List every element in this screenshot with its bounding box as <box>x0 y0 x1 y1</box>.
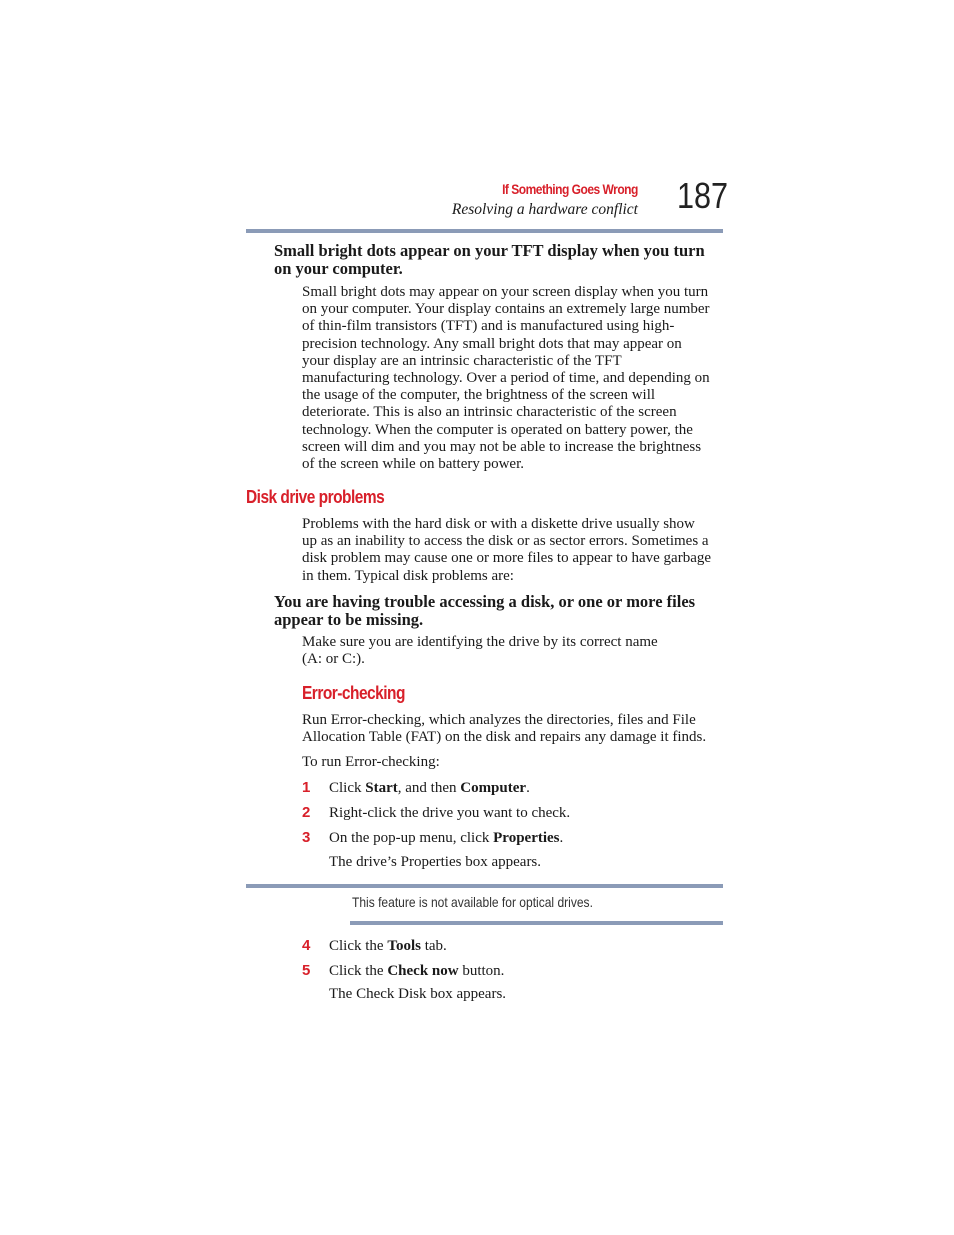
disk-answer: Make sure you are identifying the drive by its correct name (A: or C:). <box>302 634 658 668</box>
disk-drive-problems-heading: Disk drive problems <box>246 487 385 507</box>
error-checking-body: Run Error-checking, which analyzes the directories, files and File Allocation Table (FAT) on the disk and repairs any damage it finds. <box>302 712 707 746</box>
note-top-rule <box>246 884 723 888</box>
error-checking-heading: Error-checking <box>302 683 405 703</box>
step-3: 3 On the pop-up menu, click Properties. <box>302 829 564 846</box>
step-1: 1 Click Start, and then Computer. <box>302 779 530 796</box>
step-5: 5 Click the Check now button. <box>302 962 505 979</box>
step-3-result: The drive’s Properties box appears. <box>329 854 542 870</box>
step-4: 4 Click the Tools tab. <box>302 937 447 954</box>
page-number: 187 <box>677 175 729 216</box>
tft-question-heading: Small bright dots appear on your TFT display when you turn on your computer. <box>274 241 705 278</box>
tft-answer: Small bright dots may appear on your screen display when you turn on your computer. Your display contains an extremely large number of thin-film transistors (TFT) and is manufactured using high- precision technology. Any small bright dots that may appear on your display are an intrinsic characteristic of the TFT manufacturing technology. Over a period of time, and depending on the usage of the computer, the brightness of the screen will deteriorate. This is also an intrinsic characteristic of the screen technology. When the computer is operated on battery power, the screen will dim and you may not be able to increase the brightness of the screen while on battery power. <box>302 284 710 473</box>
note-text: This feature is not available for optical drives. <box>352 894 593 910</box>
step-2: 2 Right-click the drive you want to check. <box>302 804 571 821</box>
step-5-result: The Check Disk box appears. <box>329 986 507 1002</box>
disk-question-heading: You are having trouble accessing a disk, or one or more files appear to be missing. <box>274 592 696 629</box>
running-header-section: If Something Goes Wrong <box>502 181 638 197</box>
disk-intro: Problems with the hard disk or with a diskette drive usually show up as an inability to access the disk or as sector errors. Sometimes a disk problem may cause one or more files to appear to have garbage in them. Typical disk problems are: <box>302 516 712 584</box>
running-header-subsection: Resolving a hardware conflict <box>451 201 638 218</box>
to-run-text: To run Error-checking: <box>302 754 440 770</box>
note-bottom-rule <box>350 921 723 925</box>
header-rule <box>246 229 723 233</box>
